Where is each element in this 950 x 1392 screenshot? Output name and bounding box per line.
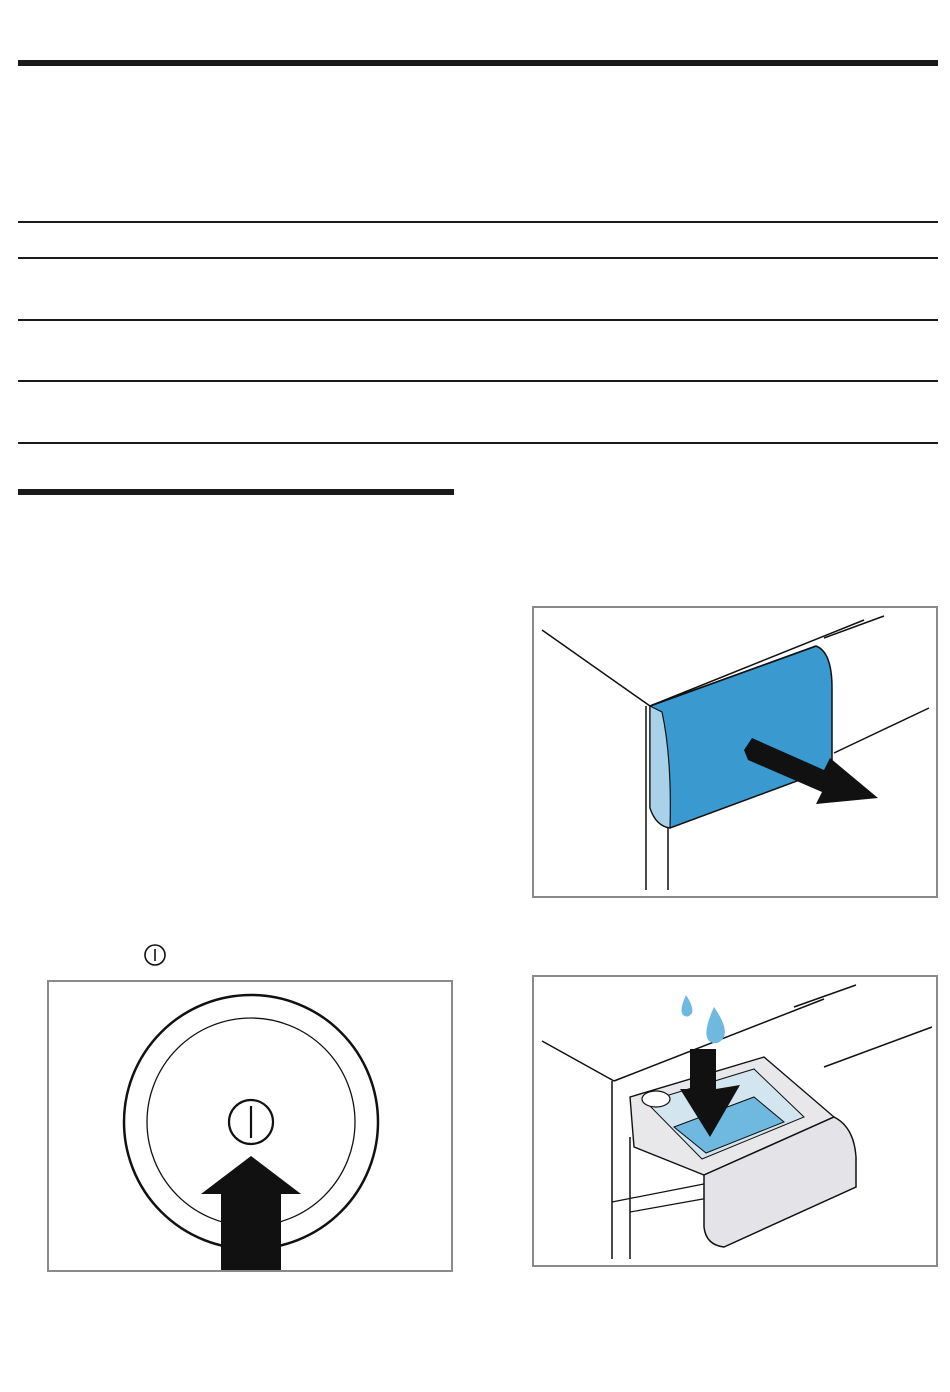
table-rule-3 bbox=[18, 319, 938, 321]
figure-pour-water bbox=[532, 975, 938, 1267]
figure-drawer-pull-out bbox=[532, 606, 938, 898]
table-rule-2 bbox=[18, 257, 938, 259]
table-rule-4 bbox=[18, 380, 938, 382]
figure-power-button bbox=[47, 980, 453, 1272]
table-rule-5 bbox=[18, 442, 938, 444]
table-rule-1 bbox=[18, 221, 938, 223]
subsection-rule bbox=[18, 489, 454, 495]
pour-water-illustration bbox=[534, 977, 936, 1265]
power-button-illustration bbox=[49, 982, 451, 1270]
power-icon bbox=[142, 942, 168, 968]
drawer-pull-illustration bbox=[534, 608, 936, 896]
section-top-rule bbox=[18, 60, 938, 66]
